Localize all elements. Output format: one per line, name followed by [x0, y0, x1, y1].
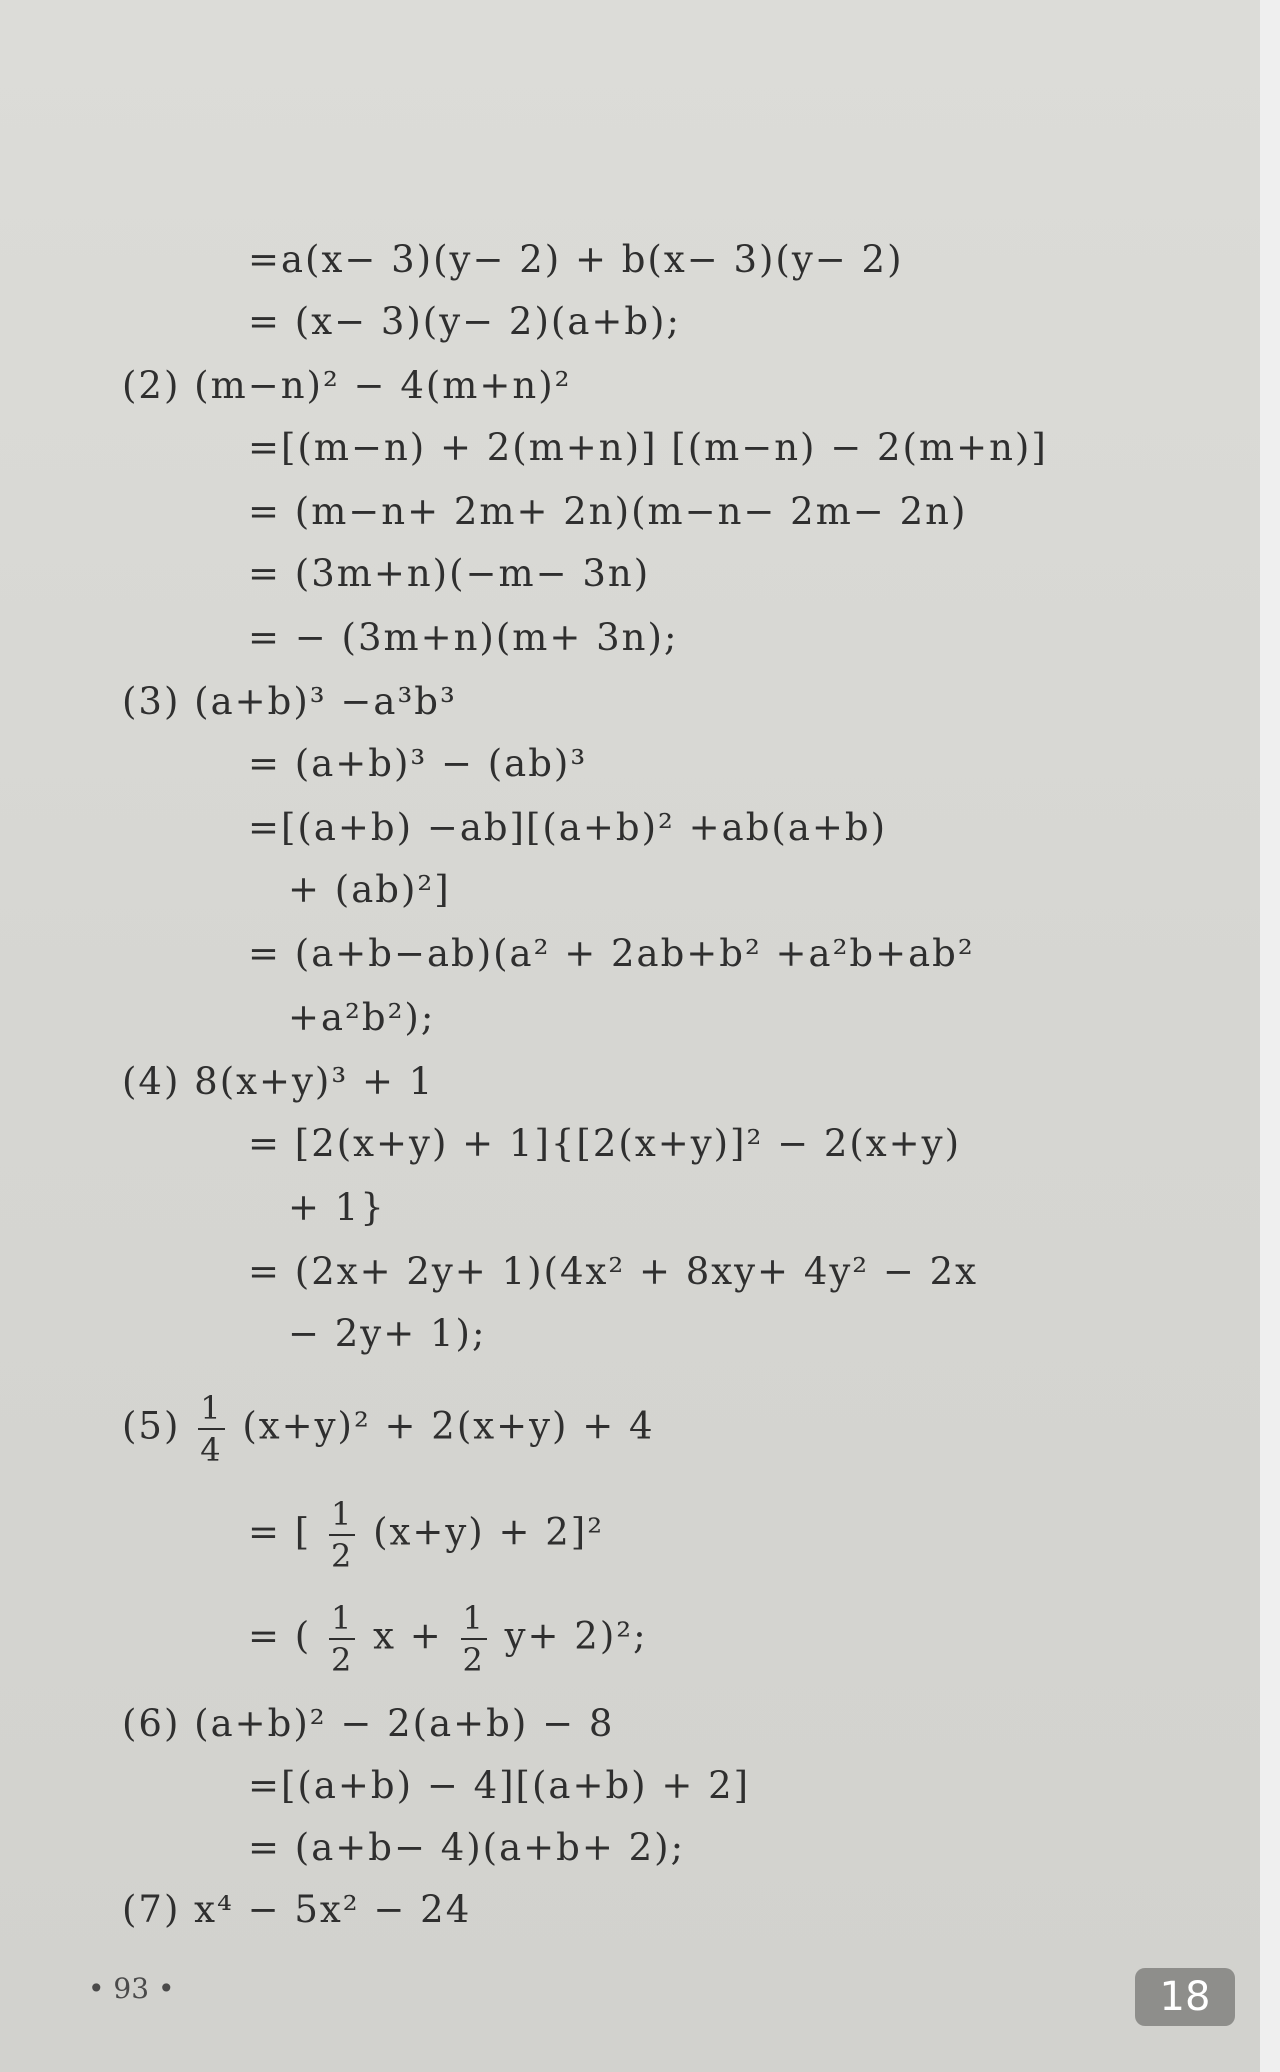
math-line-13: +a²b²); [288, 996, 436, 1039]
page-number: • 93 • [88, 1972, 175, 2005]
item-3-heading: (3) (a+b)³ −a³b³ [122, 680, 457, 723]
math-line-2: = (x− 3)(y− 2)(a+b); [248, 300, 681, 343]
item-7-heading: (7) x⁴ − 5x² − 24 [122, 1888, 472, 1931]
math-line-17: = (2x+ 2y+ 1)(4x² + 8xy+ 4y² − 2x [248, 1250, 979, 1293]
math-line-16: + 1} [288, 1186, 386, 1229]
fraction-numerator: 1 [329, 1498, 355, 1536]
math-line-6: = (3m+n)(−m− 3n) [248, 552, 651, 595]
fraction-denominator: 2 [462, 1641, 485, 1679]
math-line-7: = − (3m+n)(m+ 3n); [248, 616, 679, 659]
fraction-denominator: 4 [200, 1431, 223, 1469]
math-line-9: = (a+b)³ − (ab)³ [248, 742, 588, 785]
fraction-numerator: 1 [461, 1602, 487, 1640]
math-text: y+ 2)²; [504, 1614, 648, 1658]
math-line-11: + (ab)²] [288, 868, 451, 911]
math-text: = ( [248, 1614, 312, 1658]
math-line-18: − 2y+ 1); [288, 1312, 487, 1355]
fraction-one-half [329, 1495, 355, 1575]
math-line-10: =[(a+b) −ab][(a+b)² +ab(a+b) [248, 806, 888, 849]
math-line-23: =[(a+b) − 4][(a+b) + 2] [248, 1764, 751, 1807]
math-text: (x+y) + 2]² [373, 1510, 605, 1554]
page-badge: 18 [1135, 1968, 1235, 2026]
fraction-denominator: 2 [330, 1537, 354, 1575]
math-line-24: = (a+b− 4)(a+b+ 2); [248, 1826, 686, 1869]
fraction-one-quarter [198, 1389, 224, 1469]
item-5-expression: (x+y)² + 2(x+y) + 4 [242, 1404, 655, 1448]
math-line-1: =a(x− 3)(y− 2) + b(x− 3)(y− 2) [248, 238, 904, 281]
math-line-4: =[(m−n) + 2(m+n)] [(m−n) − 2(m+n)] [248, 426, 1048, 469]
item-2-heading: (2) (m−n)² − 4(m+n)² [122, 364, 572, 407]
item-4-heading: (4) 8(x+y)³ + 1 [122, 1060, 435, 1103]
item-5-label: (5) [122, 1404, 181, 1448]
fraction-one-half [461, 1599, 487, 1679]
math-line-5: = (m−n+ 2m+ 2n)(m−n− 2m− 2n) [248, 490, 968, 533]
math-line-21 [248, 1599, 648, 1679]
fraction-denominator: 2 [330, 1641, 354, 1679]
math-line-12: = (a+b−ab)(a² + 2ab+b² +a²b+ab² [248, 932, 975, 975]
math-text: = [ [248, 1510, 312, 1554]
fraction-numerator: 1 [329, 1602, 355, 1640]
item-5-heading [122, 1389, 655, 1469]
fraction-one-half [329, 1599, 355, 1679]
fraction-numerator: 1 [198, 1392, 224, 1430]
item-6-heading: (6) (a+b)² − 2(a+b) − 8 [122, 1702, 615, 1745]
math-line-20 [248, 1495, 605, 1575]
math-line-15: = [2(x+y) + 1]{[2(x+y)]² − 2(x+y) [248, 1122, 962, 1165]
math-text: x + [373, 1614, 443, 1658]
